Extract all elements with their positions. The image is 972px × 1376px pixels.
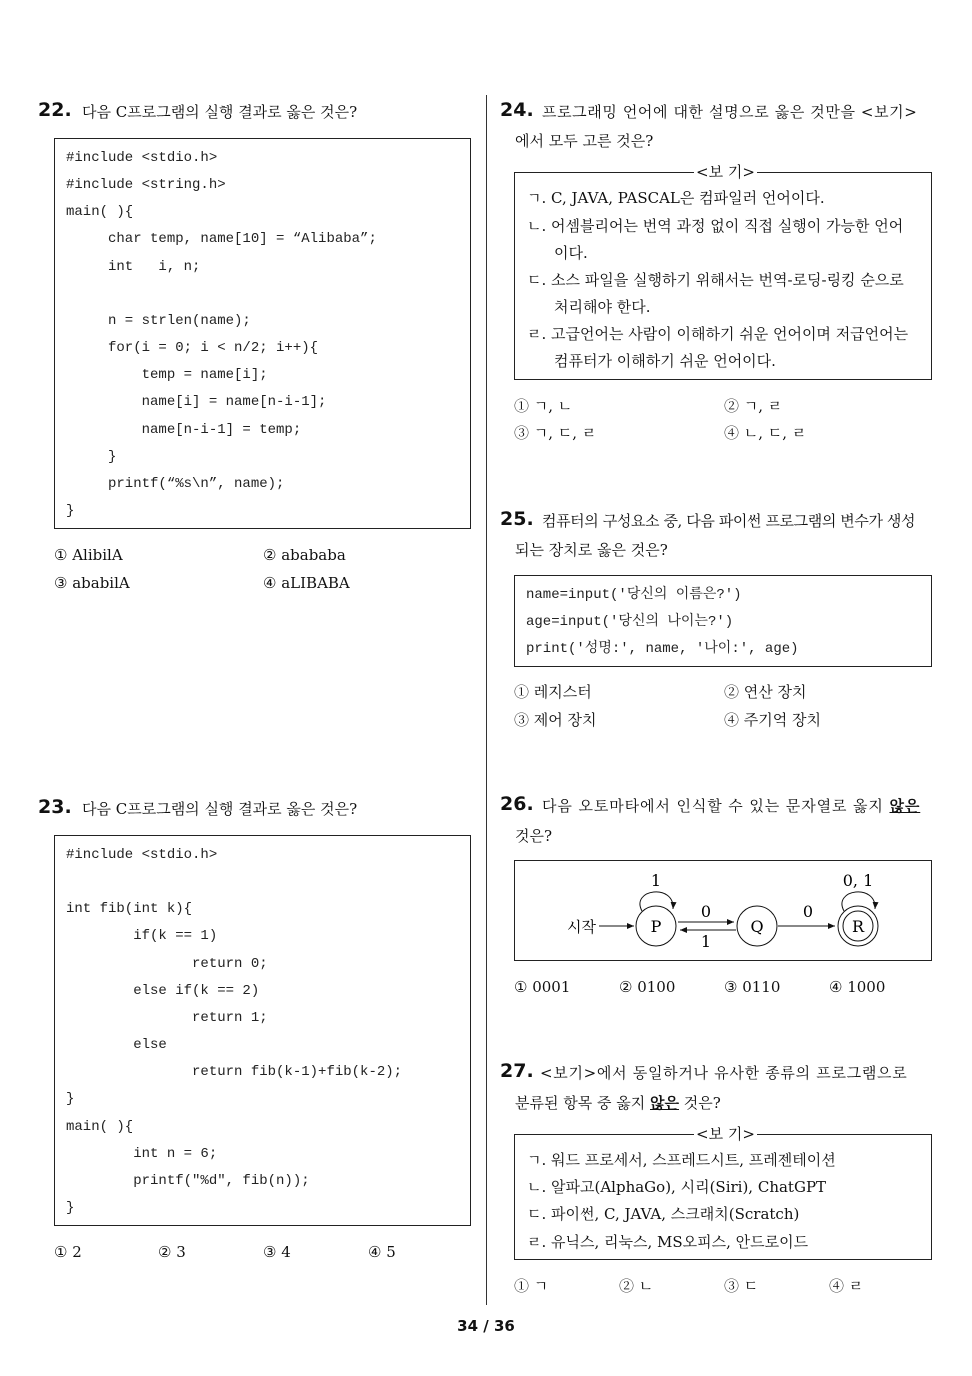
code-line: name[n-i-1] = temp; (66, 421, 302, 438)
code-line: printf("%d", fib(n)); (66, 1172, 310, 1189)
q24-bogi-item: 컴퓨터가 이해하기 쉬운 언어이다. (554, 352, 776, 370)
loop-p-label: 1 (650, 871, 662, 890)
q24-bogi-item: ㄱ. C, JAVA, PASCAL은 컴파일러 언어이다. (527, 189, 825, 207)
q24-bogi-item: 처리해야 한다. (554, 298, 651, 316)
q26-option-2[interactable]: ② 0100 (619, 978, 676, 996)
q26-diagram-box (514, 860, 932, 961)
state-q-label: Q (750, 917, 764, 936)
q26-number: 26. (500, 793, 534, 815)
q26-option-4[interactable]: ④ 1000 (829, 978, 886, 996)
code-line: printf(“%s\n”, name); (66, 475, 285, 492)
code-line: print('성명:', name, '나이:', age) (526, 641, 799, 657)
code-line: if(k == 1) (66, 928, 218, 945)
q26-question-text: 다음 오토마타에서 인식할 수 있는 문자열로 옳지 (542, 797, 890, 815)
q25-option-2[interactable]: ② 연산 장치 (724, 683, 807, 701)
state-r-label: R (851, 917, 865, 936)
q22-code-box (54, 138, 471, 529)
q25-code-box (514, 575, 932, 667)
q23-option-3[interactable]: ③ 4 (263, 1243, 291, 1261)
edge-q-r-label: 0 (802, 902, 814, 921)
q24-option-4[interactable]: ④ ㄴ, ㄷ, ㄹ (724, 424, 807, 442)
code-line: else if(k == 2) (66, 982, 260, 999)
code-line: #include <stdio.h> (66, 150, 218, 166)
code-line: } (66, 1091, 75, 1108)
q27-question-end: 것은? (678, 1094, 721, 1112)
q23-question: 다음 C프로그램의 실행 결과로 옳은 것은? (82, 800, 358, 818)
q22-option-4[interactable]: ④ aLIBABA (263, 574, 350, 592)
q27-number: 27. (500, 1060, 534, 1082)
q26-question-line1 (542, 796, 920, 816)
q27-option-4[interactable]: ④ ㄹ (829, 1277, 864, 1295)
q24-number: 24. (500, 99, 534, 121)
q24-question-line2: 에서 모두 고른 것은? (515, 132, 654, 150)
code-line: return fib(k-1)+fib(k-2); (66, 1064, 403, 1081)
code-line: int fib(int k){ (66, 901, 193, 918)
code-line: name[i] = name[n-i-1]; (66, 394, 327, 411)
q24-bogi-item: 이다. (554, 244, 588, 262)
code-line: return 1; (66, 1009, 268, 1026)
q25-question-line2: 되는 장치로 옳은 것은? (515, 541, 668, 559)
q24-bogi-item: ㄷ. 소스 파일을 실행하기 위해서는 번역-로딩-링킹 순으로 (527, 271, 904, 289)
loop-r-label: 0, 1 (842, 871, 874, 890)
q26-question-emphasis: 않은 (889, 797, 921, 815)
q27-question-emphasis: 않은 (650, 1094, 679, 1112)
q24-bogi-item: ㄹ. 고급언어는 사람이 이해하기 쉬운 언어이며 저급언어는 (527, 325, 909, 343)
code-line: n = strlen(name); (66, 312, 251, 329)
code-line: temp = name[i]; (66, 367, 268, 384)
q27-question-text: 분류된 항목 중 옳지 (515, 1094, 650, 1112)
code-line: name=input('당신의 이름은?') (526, 587, 742, 603)
edge-q-p-label: 1 (700, 932, 712, 951)
code-line: #include <stdio.h> (66, 847, 218, 863)
q25-question-line1: 컴퓨터의 구성요소 중, 다음 파이썬 프로그램의 변수가 생성 (542, 512, 916, 530)
q23-option-2[interactable]: ② 3 (158, 1243, 186, 1261)
q24-question-line1: 프로그래밍 언어에 대한 설명으로 옳은 것만을 <보기> (542, 103, 918, 121)
q25-option-3[interactable]: ③ 제어 장치 (514, 711, 597, 729)
code-line: int i, n; (66, 258, 201, 275)
page-number: 34 / 36 (457, 1317, 515, 1335)
q27-bogi-item: ㄴ. 알파고(AlphaGo), 시리(Siri), ChatGPT (527, 1178, 827, 1196)
q26-option-3[interactable]: ③ 0110 (724, 978, 781, 996)
q27-bogi-label: <보 기> (696, 1125, 755, 1143)
code-line: main( ){ (66, 204, 134, 221)
q22-option-2[interactable]: ② abababa (263, 546, 346, 564)
q23-code-box (54, 835, 471, 1226)
loop-p (640, 892, 673, 911)
q23-option-1[interactable]: ① 2 (54, 1243, 82, 1261)
loop-r (842, 892, 875, 911)
code-line: age=input('당신의 나이는?') (526, 614, 734, 630)
code-line: } (66, 502, 75, 519)
q22-number: 22. (38, 99, 72, 121)
q27-option-1[interactable]: ① ㄱ (514, 1277, 549, 1295)
q26-question-line2: 것은? (515, 827, 553, 845)
q22-option-3[interactable]: ③ ababilA (54, 574, 130, 592)
q27-bogi-item: ㄷ. 파이썬, C, JAVA, 스크래치(Scratch) (527, 1205, 800, 1223)
edge-p-q-label: 0 (700, 902, 712, 921)
q27-bogi-item: ㄹ. 유닉스, 리눅스, MS오피스, 안드로이드 (527, 1233, 809, 1251)
q25-option-4[interactable]: ④ 주기억 장치 (724, 711, 821, 729)
column-divider (486, 95, 487, 1305)
code-line: char temp, name[10] = “Alibaba”; (66, 231, 377, 248)
q26-option-1[interactable]: ① 0001 (514, 978, 571, 996)
code-line: } (66, 1199, 75, 1216)
code-line: for(i = 0; i < n/2; i++){ (66, 340, 319, 357)
q23-option-4[interactable]: ④ 5 (368, 1243, 396, 1261)
automaton-diagram (515, 861, 930, 959)
code-line: main( ){ (66, 1118, 134, 1135)
q23-number: 23. (38, 796, 72, 818)
q22-question: 다음 C프로그램의 실행 결과로 옳은 것은? (82, 103, 358, 121)
q24-bogi-item: ㄴ. 어셈블리어는 번역 과정 없이 직접 실행이 가능한 언어 (527, 217, 904, 235)
q24-bogi-label: <보 기> (696, 163, 755, 181)
code-line: int n = 6; (66, 1145, 218, 1162)
q27-question-line2 (515, 1093, 721, 1113)
code-line: else (66, 1037, 167, 1054)
q24-option-1[interactable]: ① ㄱ, ㄴ (514, 397, 573, 415)
code-line: return 0; (66, 955, 268, 972)
code-line: } (66, 448, 117, 465)
start-label: 시작 (567, 918, 596, 936)
q27-option-2[interactable]: ② ㄴ (619, 1277, 654, 1295)
q25-number: 25. (500, 508, 534, 530)
state-p-label: P (650, 917, 662, 936)
q22-option-1[interactable]: ① AlibilA (54, 546, 123, 564)
q27-option-3[interactable]: ③ ㄷ (724, 1277, 759, 1295)
q27-question-line1: <보기>에서 동일하거나 유사한 종류의 프로그램으로 (540, 1064, 908, 1082)
code-line: #include <string.h> (66, 177, 226, 194)
q24-option-3[interactable]: ③ ㄱ, ㄷ, ㄹ (514, 424, 597, 442)
q25-option-1[interactable]: ① 레지스터 (514, 683, 592, 701)
q27-bogi-item: ㄱ. 워드 프로세서, 스프레드시트, 프레젠테이션 (527, 1151, 836, 1169)
q24-option-2[interactable]: ② ㄱ, ㄹ (724, 397, 783, 415)
